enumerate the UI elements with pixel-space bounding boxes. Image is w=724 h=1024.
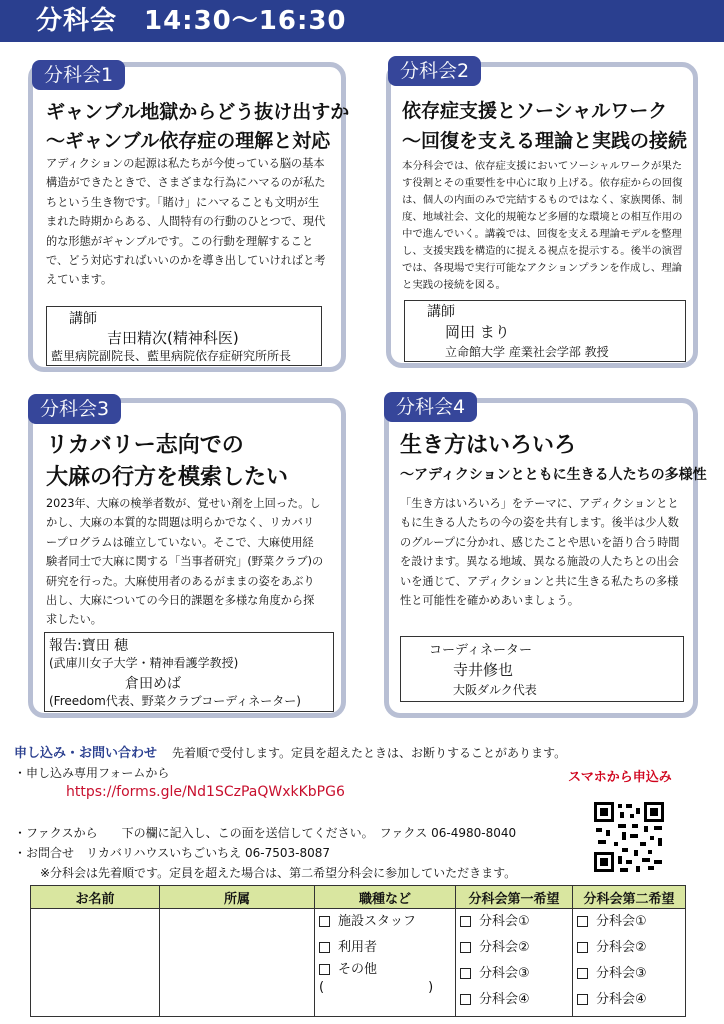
occupation-options: [315, 909, 456, 1017]
page-banner: 分科会 14:30〜16:30: [0, 0, 724, 42]
first-choice-4[interactable]: 分科会④: [456, 987, 572, 1013]
session-title-4a: 生き方はいろいろ: [400, 433, 577, 458]
first-choice-2[interactable]: 分科会②: [456, 935, 572, 961]
second-choice-2[interactable]: 分科会②: [573, 935, 685, 961]
application-form-table: [30, 885, 686, 1017]
checkbox-icon[interactable]: [319, 916, 330, 927]
speaker-name-3b: 倉田めば: [125, 676, 181, 692]
speaker-name-1: 吉田精次(精神科医): [107, 329, 239, 347]
speaker-box-3: [44, 632, 334, 712]
header-affiliation: 所属: [160, 886, 315, 909]
first-choice-3[interactable]: 分科会③: [456, 961, 572, 987]
affiliation-field[interactable]: [160, 909, 315, 1017]
session-title-3a: リカバリー志向での: [46, 433, 244, 458]
session-title-3b: 大麻の行方を模索したい: [46, 465, 289, 490]
speaker-affil-4: 大阪ダルク代表: [453, 683, 537, 697]
second-choice-3[interactable]: 分科会③: [573, 961, 685, 987]
session-body-1: アディクションの起源は私たちが今使っている脳の基本構造ができたときで、さまざまな行為にハマるのが私たちという生き物です。「賭け」にハマることも文明が生まれた時期からある、人間特有の行動のひとつで、現代的な形態がギャンブルです。この行動を理解することで、どう対応すればいいのかを導き出していければと考えています。: [46, 157, 326, 287]
name-field[interactable]: [31, 909, 160, 1017]
session-title-1a: ギャンブル地獄からどう抜け出すか: [46, 101, 350, 123]
session-title-4b: 〜アディクションとともに生きる人たちの多様性: [400, 467, 707, 483]
checkbox-icon[interactable]: [319, 942, 330, 953]
checkbox-icon[interactable]: [460, 994, 471, 1005]
speaker-affil-3b: (Freedom代表、野菜クラブコーディネーター): [49, 694, 301, 708]
header-first-choice: 分科会第一希望: [456, 886, 573, 909]
header-occupation: 職種など: [315, 886, 456, 909]
header-name: お名前: [31, 886, 160, 909]
speaker-role-4: コーディネーター: [429, 643, 532, 658]
session-body-3: 2023年、大麻の検挙者数が、覚せい剤を上回った。しかし、大麻の本質的な問題は明らかでなく、リカバリープログラムは確立していない。そこで、大麻使用経験者同士で大麻に関する「当事者研究」(野菜クラブ)の研究を行った。大麻使用者のあるがままの姿をあぶり出し、大麻についての今日的課題を多様な角度から探求したい。: [46, 497, 324, 627]
form-line: ・申し込み専用フォームから: [14, 766, 170, 780]
speaker-box-4: [400, 636, 684, 702]
checkbox-icon[interactable]: [319, 964, 330, 975]
session-body-4: 「生き方はいろいろ」をテーマに、アディクションとともに生きる人たちの今の姿を共有します。後半は少人数のグループに分かれ、感じたことや思いを語り合う時間を設けます。異なる地域、異なる施設の人たちとの出会いを通じて、アディクションと共に生きる私たちの多様性と可能性を確かめあいましょう。: [400, 497, 680, 608]
form-header-row: [31, 886, 686, 909]
speaker-affil-1: 藍里病院副院長、藍里病院依存症研究所所長: [51, 349, 292, 363]
smartphone-label: スマホから申込み: [568, 770, 672, 785]
second-choice-4[interactable]: 分科会④: [573, 987, 685, 1013]
session-title-1b: 〜ギャンブル依存症の理解と対応: [46, 130, 331, 152]
speaker-role-2: 講師: [427, 304, 455, 320]
occupation-option-other[interactable]: その他: [315, 961, 455, 979]
speaker-affil-3a: (武庫川女子大学・精神看護学教授): [49, 656, 239, 670]
second-choice-options: [573, 909, 686, 1017]
second-choice-1[interactable]: 分科会①: [573, 909, 685, 935]
speaker-role-1: 講師: [69, 311, 97, 327]
session-title-2b: 〜回復を支える理論と実践の接続: [402, 130, 688, 152]
priority-note: ※分科会は先着順です。定員を超えた場合は、第二希望分科会に参加していただきます。: [40, 866, 517, 880]
qr-code-icon[interactable]: [592, 800, 666, 874]
speaker-name-4: 寺井修也: [453, 661, 514, 679]
header-second-choice: 分科会第二希望: [573, 886, 686, 909]
session-tag-2: 分科会2: [388, 56, 481, 86]
session-tag-4: 分科会4: [384, 392, 477, 422]
session-tag-1: 分科会1: [32, 60, 125, 90]
form-input-row: [31, 909, 686, 1017]
speaker-role-3: 報告:寶田 穂: [49, 638, 129, 654]
checkbox-icon[interactable]: [460, 942, 471, 953]
speaker-box-1: [46, 306, 322, 366]
session-body-2: 本分科会では、依存症支援においてソーシャルワークが果たす役割とその重要性を中心に取り上げる。依存症からの回復は、個人の内面のみで完結するものではなく、家族関係、制度、地域社会、文化的規範など多層的な環境との相互作用の中で進んでいく。講義では、回復を支える理論モデルを整理し、支援実践を構造的に捉える視点を提示する。後半の演習では、各現場で実行可能なアクションプランを作成し、理論と実践の接続を図る。: [402, 160, 683, 291]
checkbox-icon[interactable]: [577, 916, 588, 927]
inquiry-line: ・お問合せ リカバリハウスいちごいちえ 06-7503-8087: [14, 846, 330, 860]
speaker-affil-2: 立命館大学 産業社会学部 教授: [445, 345, 609, 359]
form-url-link[interactable]: https://forms.gle/Nd1SCzPaQWxkKbPG6: [66, 784, 345, 800]
occupation-option-user[interactable]: 利用者: [315, 935, 455, 961]
checkbox-icon[interactable]: [460, 916, 471, 927]
contact-heading: 申し込み・お問い合わせ: [14, 746, 158, 761]
contact-heading-note: 先着順で受付します。定員を超えたときは、お断りすることがあります。: [172, 746, 567, 760]
first-choice-options: [456, 909, 573, 1017]
speaker-name-2: 岡田 まり: [445, 323, 510, 341]
checkbox-icon[interactable]: [577, 942, 588, 953]
speaker-box-2: [404, 300, 686, 362]
fax-line: ・ファクスから 下の欄に記入し、この面を送信してください。 ファクス 06-4980-8040: [14, 826, 517, 840]
session-tag-3: 分科会3: [28, 394, 121, 424]
checkbox-icon[interactable]: [460, 968, 471, 979]
first-choice-1[interactable]: 分科会①: [456, 909, 572, 935]
checkbox-icon[interactable]: [577, 968, 588, 979]
occupation-option-staff[interactable]: 施設スタッフ: [315, 909, 455, 935]
session-title-2a: 依存症支援とソーシャルワーク: [402, 100, 668, 122]
checkbox-icon[interactable]: [577, 994, 588, 1005]
other-paren-field[interactable]: ( ): [319, 980, 434, 995]
